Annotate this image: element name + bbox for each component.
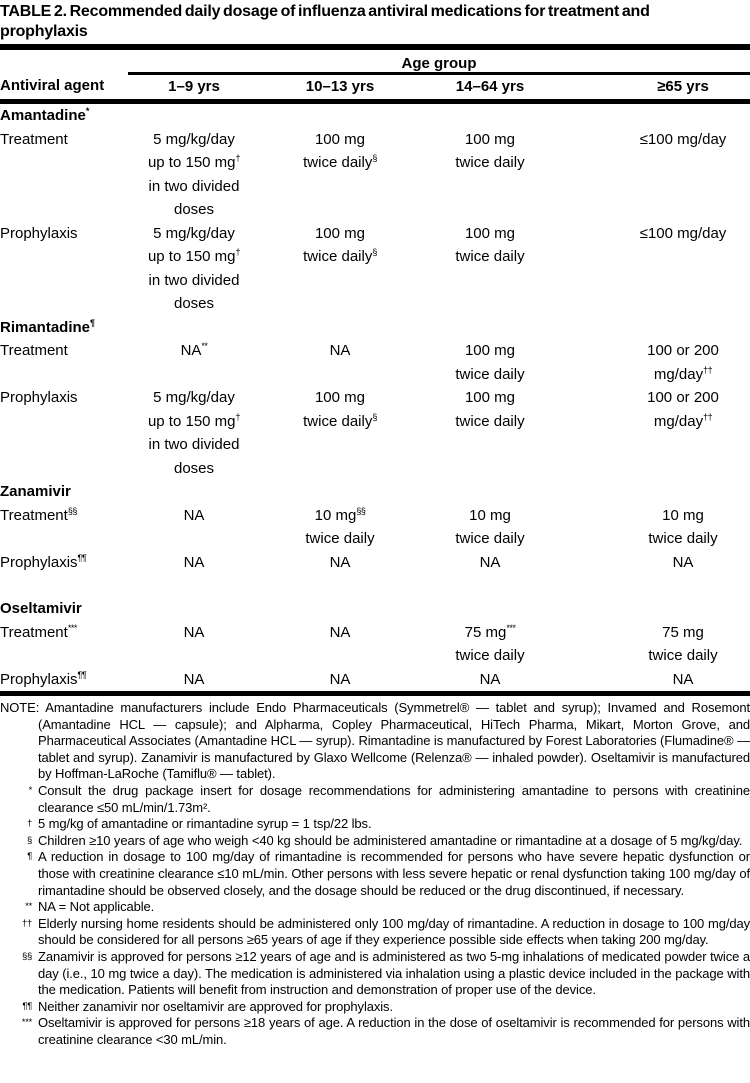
footnote-reference-mark: †† xyxy=(703,364,713,375)
dose-line: 5 mg/kg/day xyxy=(153,130,235,148)
dosage-cell xyxy=(128,551,260,575)
dose-line: in two divided xyxy=(148,436,240,453)
footnote-reference-mark: †† xyxy=(703,411,713,422)
dosage-cell xyxy=(560,668,750,692)
dose-line: doses xyxy=(173,295,215,312)
dosage-cell xyxy=(128,222,260,316)
dose-line: NA xyxy=(329,342,351,359)
dose-line: NA xyxy=(183,623,205,641)
column-header-row xyxy=(0,74,750,102)
dose-line: NA xyxy=(479,670,501,688)
dosage-row xyxy=(0,668,750,692)
dose-line: NA xyxy=(329,670,351,688)
dosage-cell xyxy=(260,621,420,668)
dose-line: twice daily xyxy=(455,365,525,383)
drug-section-row xyxy=(0,480,750,504)
dosage-cell xyxy=(560,128,750,222)
section-gap-row xyxy=(0,574,750,597)
footnote-marker: * xyxy=(28,784,32,796)
dosage-table xyxy=(0,55,750,691)
footnote-marker: † xyxy=(27,818,32,830)
dose-line: ≤100 mg/day xyxy=(639,130,727,148)
dose-line: NA xyxy=(183,506,205,524)
dose-line: twice daily xyxy=(455,530,525,547)
dose-line: twice daily xyxy=(455,248,525,265)
dose-line: 10 mg xyxy=(469,506,511,524)
footnote-reference-mark: † xyxy=(235,153,241,163)
dose-line: 75 mg xyxy=(662,623,704,641)
dose-line: in two divided xyxy=(148,177,240,195)
dosage-cell xyxy=(128,386,260,480)
dose-line: ≤100 mg/day xyxy=(639,224,727,242)
footnote-reference-mark: § xyxy=(372,153,377,163)
dose-line: NA xyxy=(672,670,694,688)
row-label: Prophylaxis xyxy=(0,224,78,242)
dose-line: in two divided xyxy=(148,271,240,289)
drug-name: Oseltamivir xyxy=(0,600,82,617)
footnote-item xyxy=(0,1015,750,1048)
dosage-cell xyxy=(420,386,560,480)
footnote-reference-mark: ¶¶ xyxy=(77,552,87,563)
dose-line: 5 mg/kg/day xyxy=(153,389,235,406)
dosage-row xyxy=(0,621,750,668)
dose-line: NA xyxy=(672,553,694,571)
dose-line: up to 150 mg† xyxy=(147,411,241,430)
dosage-cell xyxy=(420,128,560,222)
footnote-marker: §§ xyxy=(22,950,32,962)
footnote-text: A reduction in dosage to 100 mg/day of rimantadine is recommended for persons who have severe hepatic dysfunction or those with creatinine clearance ≤10 mL/min. Other persons with less severe hepatic or renal dysfunction taking 100 mg/day of rimantadine should be observed closely, and the dosage should be reduced or the drug discontinued, if necessary. xyxy=(38,849,750,898)
footnote-reference-mark: §§ xyxy=(67,505,77,516)
dose-line: NA** xyxy=(180,341,208,359)
dosage-cell xyxy=(560,551,750,575)
dosage-cell xyxy=(560,504,750,551)
drug-section-row xyxy=(0,316,750,340)
dose-line: 100 mg xyxy=(314,130,366,148)
dosage-cell xyxy=(260,668,420,692)
dosage-cell xyxy=(420,621,560,668)
footnotes xyxy=(0,700,750,1048)
dose-line: twice daily xyxy=(455,412,525,430)
dosage-row xyxy=(0,339,750,386)
dose-line: doses xyxy=(173,459,215,477)
dose-line: 100 or 200 mg/day†† xyxy=(647,389,719,430)
dose-line: twice daily xyxy=(455,154,525,171)
footnote-reference-mark: §§ xyxy=(356,505,366,516)
dose-line: up to 150 mg† xyxy=(147,247,241,265)
dosage-cell xyxy=(560,222,750,316)
title-rule xyxy=(0,44,750,50)
dosage-cell xyxy=(128,621,260,668)
footnote-reference-mark: § xyxy=(372,411,377,422)
dosage-row xyxy=(0,386,750,480)
footnote-item xyxy=(0,916,750,949)
row-label: Prophylaxis xyxy=(0,389,78,406)
dose-line: twice daily§ xyxy=(303,153,377,171)
dosage-cell xyxy=(128,668,260,692)
dosage-cell xyxy=(128,504,260,551)
dose-line: twice daily§ xyxy=(303,247,377,265)
row-label: Treatment*** xyxy=(0,622,77,641)
dose-line: 100 or 200 mg/day†† xyxy=(647,342,719,383)
dosage-cell xyxy=(128,339,260,386)
footnote-item xyxy=(0,849,750,899)
column-header-10-13-yrs: 10–13 yrs xyxy=(260,74,420,102)
dose-line: twice daily xyxy=(648,530,718,547)
drug-name: Amantadine* xyxy=(0,106,89,124)
dosage-cell xyxy=(260,339,420,386)
drug-section-row xyxy=(0,102,750,128)
footnote-text: Neither zanamivir nor oseltamivir are approved for prophylaxis. xyxy=(38,998,393,1014)
column-header-antiviral-agent: Antiviral agent xyxy=(0,74,128,102)
dose-line: 75 mg*** xyxy=(464,622,516,641)
column-header-14-64-yrs: 14–64 yrs xyxy=(420,74,560,102)
dosage-cell xyxy=(260,386,420,480)
footnote-item xyxy=(0,899,750,916)
footnote-marker: § xyxy=(27,834,32,846)
age-group-row xyxy=(0,55,750,74)
footnote-reference-mark: † xyxy=(235,247,241,257)
footnote-item xyxy=(0,833,750,850)
dosage-cell xyxy=(420,551,560,575)
footnote-marker: *** xyxy=(21,1017,32,1029)
dosage-cell xyxy=(260,504,420,551)
footnote-item xyxy=(0,816,750,833)
footnote-list xyxy=(0,783,750,1049)
footnote-text: 5 mg/kg of amantadine or rimantadine syrup = 1 tsp/22 lbs. xyxy=(38,816,372,832)
footnote-reference-mark: *** xyxy=(67,622,77,633)
footnote-marker: †† xyxy=(22,917,32,929)
age-group-header: Age group xyxy=(128,55,750,74)
footnote-reference-mark: † xyxy=(235,411,241,422)
dose-line: 5 mg/kg/day xyxy=(153,224,235,242)
dose-line: twice daily xyxy=(305,530,375,547)
dosage-cell xyxy=(420,668,560,692)
drug-section-row xyxy=(0,597,750,621)
dose-line: 100 mg xyxy=(314,224,366,242)
dose-line: doses xyxy=(173,201,215,218)
dosage-cell xyxy=(260,222,420,316)
dosage-row xyxy=(0,551,750,575)
footnote-item xyxy=(0,999,750,1016)
dosage-cell xyxy=(560,339,750,386)
dosage-cell xyxy=(420,504,560,551)
dosage-cell xyxy=(128,128,260,222)
footnote-marker: ¶¶ xyxy=(22,1000,32,1012)
footnote-text: Elderly nursing home residents should be administered only 100 mg/day of rimantadine. A reduction in dosage to 100 mg/day should be considered for all persons ≥65 years of age if they experience possible side effects when taking 200 mg/day. xyxy=(38,915,750,948)
dose-line: 10 mg xyxy=(662,506,704,524)
footnote-reference-mark: § xyxy=(372,247,377,257)
dose-line: 100 mg xyxy=(314,389,366,406)
dose-line: 100 mg xyxy=(464,389,516,406)
footnote-reference-mark: *** xyxy=(506,622,516,633)
dosage-row xyxy=(0,504,750,551)
row-label: Treatment xyxy=(0,130,68,148)
age-group-spacer xyxy=(0,55,128,74)
dose-line: up to 150 mg† xyxy=(147,153,241,171)
note-paragraph: NOTE: Amantadine manufacturers include Endo Pharmaceuticals (Symmetrel® — tablet and syrup); Invamed and Rosemont (Amantadine HCL — capsule); and Alpharma, Copley Pharmaceutical, HiTech Pharma, Mikart, Morton Grove, and Pharmaceutical Associates (Amantadine HCL — syrup). Rimantadine is manufactured by Forest Laboratories (Flumadine® — tablet and syrup). Zanamivir is manufactured by Glaxo Wellcome (Relenza® — inhaled powder). Oseltamivir is manufactured by Hoffman-LaRoche (Tamiflu® — tablet). xyxy=(0,700,750,782)
footnote-text: Oseltamivir is approved for persons ≥18 years of age. A reduction in the dose of oseltamivir is recommended for persons with creatinine clearance <30 mL/min. xyxy=(38,1015,750,1047)
footnote-item xyxy=(0,949,750,999)
footnote-text: Children ≥10 years of age who weigh <40 kg should be administered amantadine or rimantadine at a dosage of 5 mg/kg/day. xyxy=(38,832,743,848)
dosage-cell xyxy=(420,339,560,386)
dosage-table-body xyxy=(0,102,750,692)
column-header-65-plus-yrs: ≥65 yrs xyxy=(560,74,750,102)
footnote-marker: ¶ xyxy=(27,851,32,863)
dosage-row xyxy=(0,128,750,222)
row-label: Prophylaxis¶¶ xyxy=(0,669,87,688)
footnote-item xyxy=(0,783,750,816)
footnote-text: Zanamivir is approved for persons ≥12 years of age and is administered as two 5-mg inhalations of medicated powder twice a day (i.e., 10 mg twice a day). The medication is administered via inhalation using a plastic device included in the package with the medication. Patients will benefit from instruction and demonstration of proper use of the device. xyxy=(38,948,750,998)
drug-name: Zanamivir xyxy=(0,483,71,500)
dose-line: twice daily xyxy=(648,647,718,664)
dose-line: 10 mg§§ xyxy=(314,505,366,524)
dose-line: NA xyxy=(329,553,351,571)
footnote-reference-mark: ** xyxy=(201,341,208,351)
table-bottom-rule xyxy=(0,691,750,696)
dose-line: NA xyxy=(329,623,351,641)
dosage-cell xyxy=(420,222,560,316)
footnote-reference-mark: * xyxy=(85,106,89,116)
row-label: Treatment§§ xyxy=(0,505,77,524)
row-label: Prophylaxis¶¶ xyxy=(0,552,87,571)
dose-line: 100 mg xyxy=(464,224,516,242)
dosage-cell xyxy=(560,621,750,668)
dosage-row xyxy=(0,222,750,316)
dose-line: twice daily§ xyxy=(303,411,377,430)
drug-name: Rimantadine¶ xyxy=(0,317,95,336)
dose-line: NA xyxy=(479,553,501,571)
footnote-reference-mark: ¶¶ xyxy=(77,669,87,680)
dose-line: 100 mg xyxy=(464,342,516,359)
footnote-text: NA = Not applicable. xyxy=(38,899,155,915)
dose-line: NA xyxy=(183,553,205,571)
dosage-cell xyxy=(260,128,420,222)
dose-line: twice daily xyxy=(455,647,525,664)
dosage-cell xyxy=(560,386,750,480)
table-title: TABLE 2. Recommended daily dosage of influenza antiviral medications for treatment and prophylaxis xyxy=(0,3,650,40)
footnote-reference-mark: ¶ xyxy=(90,317,95,328)
footnote-text: Consult the drug package insert for dosage recommendations for administering amantadine to persons with creatinine clearance ≤50 mL/min/1.73m². xyxy=(38,782,750,815)
dose-line: 100 mg xyxy=(464,130,516,148)
footnote-marker: ** xyxy=(25,901,32,913)
row-label: Treatment xyxy=(0,342,68,359)
dosage-table-header xyxy=(0,55,750,102)
dosage-cell xyxy=(260,551,420,575)
section-gap-cell xyxy=(0,574,750,597)
dose-line: NA xyxy=(183,670,205,688)
column-header-1-9-yrs: 1–9 yrs xyxy=(128,74,260,102)
